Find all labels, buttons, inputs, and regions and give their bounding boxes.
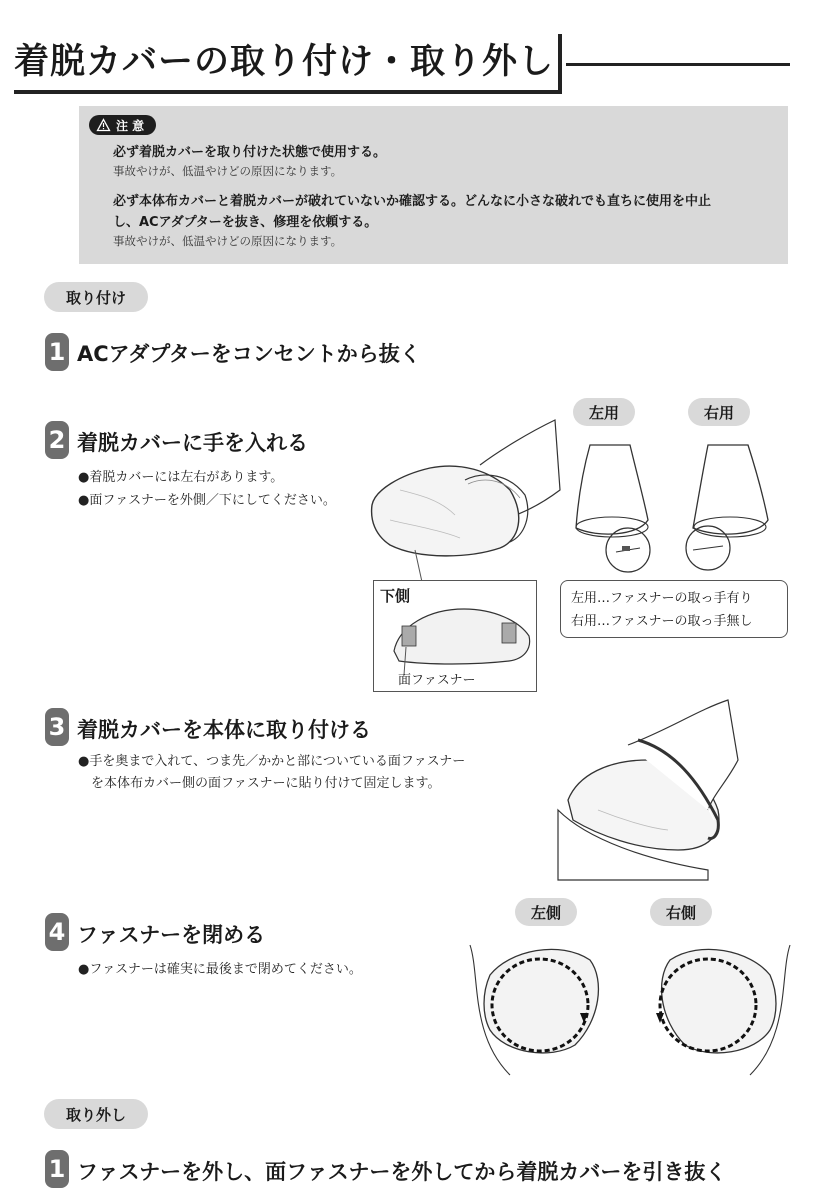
bottom-side-label: 下側 [380,587,411,605]
step-number-4: 4 [45,913,69,951]
step-title-1: ACアダプターをコンセントから抜く [77,342,421,366]
bottom-side-box [373,580,537,692]
step-title-2: 着脱カバーに手を入れる [77,431,308,455]
legend-right: 右用…ファスナーの取っ手無し [571,614,753,629]
fastener-label: 面ファスナー [398,673,476,688]
caution-box [79,106,788,264]
step2-bullet-2: ●面ファスナーを外側／下にしてください。 [78,493,336,508]
step3-bullet-2: を本体布カバー側の面ファスナーに貼り付けて固定します。 [91,776,441,791]
step-title-3: 着脱カバーを本体に取り付ける [77,718,371,742]
zipper-close-illustration [470,935,790,1085]
left-side-label: 左側 [515,898,577,926]
step4-bullet: ●ファスナーは確実に最後まで閉めてください。 [78,962,362,977]
right-cover-label: 右用 [688,398,750,426]
warning-icon [97,119,110,131]
caution-item-2a: 必ず本体布カバーと着脱カバーが破れていないか確認する。どんなに小さな破れでも直ちに使用を中止 [113,194,712,209]
step-number-3: 3 [45,708,69,746]
detach-step-title-1: ファスナーを外し、面ファスナーを外してから着脱カバーを引き抜く [77,1160,727,1184]
handle-legend [560,580,788,638]
title-underline [14,90,562,94]
step2-bullet-1: ●着脱カバーには左右があります。 [78,470,284,485]
step3-bullet-1: ●手を奥まで入れて、つま先／かかと部についている面ファスナー [78,754,466,769]
right-side-label: 右側 [650,898,712,926]
caution-badge [89,115,156,135]
attach-cover-illustration [558,700,788,880]
title-divider [558,34,562,94]
detach-step-number-1: 1 [45,1150,69,1188]
caution-note-2: 事故やけが、低温やけどの原因になります。 [113,234,343,248]
caution-item-2b: し、ACアダプターを抜き、修理を依頼する。 [113,215,378,230]
section-label-attach: 取り付け [44,282,148,312]
caution-badge-label: 注 意 [116,118,145,133]
left-right-cover-illustration [568,440,788,570]
left-cover-label: 左用 [573,398,635,426]
step-number-2: 2 [45,421,69,459]
caution-item-1: 必ず着脱カバーを取り付けた状態で使用する。 [113,145,387,160]
step-number-1: 1 [45,333,69,371]
title-rule [566,63,790,66]
section-label-detach: 取り外し [44,1099,148,1129]
page-title: 着脱カバーの取り付け・取り外し [14,42,555,82]
hand-in-cover-illustration [360,420,560,570]
caution-note-1: 事故やけが、低温やけどの原因になります。 [113,164,343,178]
step-title-4: ファスナーを閉める [77,923,266,947]
legend-left: 左用…ファスナーの取っ手有り [571,591,753,606]
